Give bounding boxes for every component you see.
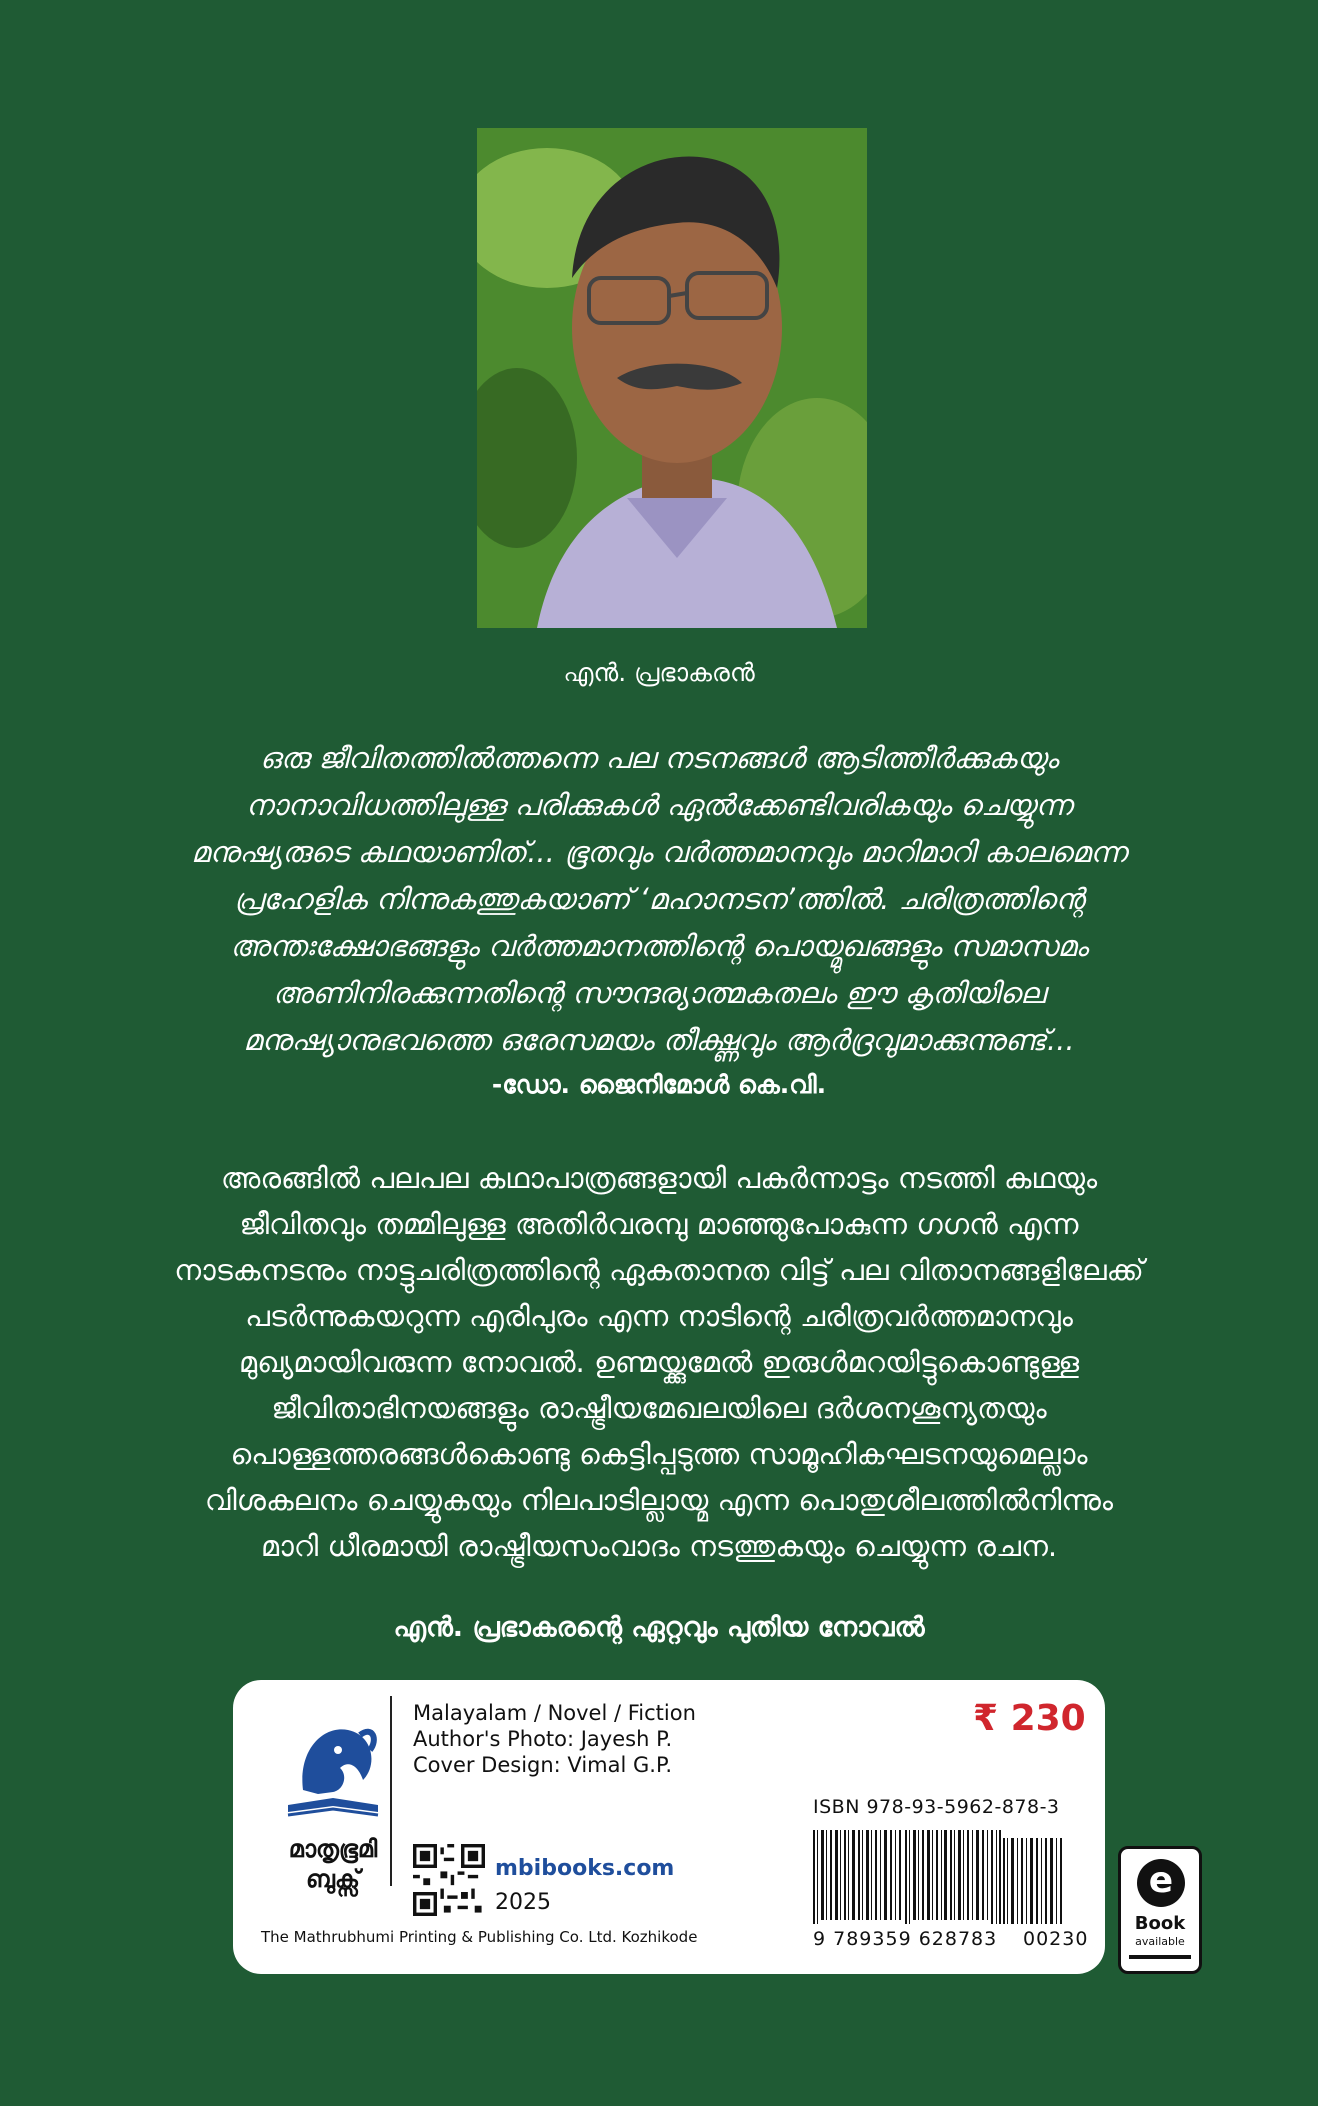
barcode-addon — [995, 1830, 1067, 1924]
price: ₹ 230 — [973, 1698, 1086, 1739]
ebook-bar — [1129, 1955, 1191, 1959]
blurb-line: പൊള്ളത്തരങ്ങൾകൊണ്ടു കെട്ടിപ്പടുത്ത സാമൂഹികഘടനയുമെല്ലാം — [230, 1437, 1088, 1471]
info-panel — [233, 1680, 1105, 1974]
blurb-line: പടർന്നുകയറുന്ന എരിപുരം എന്ന നാടിന്റെ ചരിത്രവർത്തമാനവും — [245, 1299, 1073, 1333]
quote-line: മനുഷ്യരുടെ കഥയാണിത്... ഭൂതവും വർത്തമാനവും മാറിമാറി കാലമെന്ന — [191, 835, 1127, 869]
publisher-logo-name — [263, 1834, 403, 1894]
isbn: ISBN 978-93-5962-878-3 — [813, 1796, 1060, 1818]
quote-line: മനുഷ്യാനുഭവത്തെ ഒരേസമയം തീക്ഷ്ണവും ആർദ്രവുമാക്കുന്നുണ്ട്... — [243, 1023, 1075, 1057]
quote-line: അന്തഃക്ഷോഭങ്ങളും വർത്തമാനത്തിന്റെ പൊയ്മുഖങ്ങളും സമാസമം — [230, 929, 1088, 963]
logo-name-line: മാതൃഭൂമി — [288, 1835, 378, 1863]
quote-attribution: -ഡോ. ജൈനിമോൾ കെ.വി. — [491, 1070, 827, 1099]
publisher-line: The Mathrubhumi Printing & Publishing Co. Ltd. Kozhikode — [261, 1928, 698, 1946]
publisher-logo — [263, 1710, 403, 1894]
website-link[interactable]: mbibooks.com — [495, 1856, 675, 1881]
blurb-line: ജീവിതവും തമ്മിലുള്ള അതിർവരമ്പു മാഞ്ഞുപോകുന്ന ഗഗൻ എന്ന — [239, 1207, 1079, 1241]
book-blurb — [150, 1155, 1168, 1569]
quote-line: ഒരു ജീവിതത്തിൽത്തന്നെ പല നടനങ്ങൾ ആടിത്തീർക്കുകയും — [259, 741, 1059, 775]
quote-line: അണിനിരക്കുന്നതിന്റെ സൗന്ദര്യാത്മകതലം ഈ കൃതിയിലെ — [272, 976, 1046, 1010]
qr-code — [413, 1844, 485, 1916]
review-quote — [170, 735, 1148, 1064]
ebook-label: Book — [1134, 1913, 1186, 1934]
blurb-line: മുഖ്യമായിവരുന്ന നോവൽ. ഉണ്മയ്ക്കുമേൽ ഇരുൾമറയിട്ടുകൊണ്ടുള്ള — [238, 1345, 1080, 1379]
barcode-number: 9 789359 628783 — [813, 1928, 998, 1950]
book-meta — [413, 1700, 696, 1778]
author-photo — [477, 128, 867, 628]
tagline: എൻ. പ്രഭാകരന്റെ ഏറ്റവും പുതിയ നോവൽ — [393, 1612, 925, 1643]
blurb-line: വിശകലനം ചെയ്യുകയും നിലപാടില്ലായ്മ എന്ന പൊതുശീലത്തിൽനിന്നും — [204, 1483, 1114, 1517]
genre: Malayalam / Novel / Fiction — [413, 1701, 696, 1725]
ebook-icon: e — [1137, 1859, 1185, 1907]
ebook-available-label: available — [1135, 1935, 1185, 1948]
elephant-book-icon — [278, 1710, 388, 1830]
ebook-badge — [1118, 1846, 1202, 1974]
blurb-line: ജീവിതാഭിനയങ്ങളും രാഷ്ട്രീയമേഖലയിലെ ദർശനശൂന്യതയും — [271, 1391, 1047, 1425]
quote-line: നാനാവിധത്തിലുള്ള പരിക്കുകൾ ഏൽക്കേണ്ടിവരികയും ചെയ്യുന്ന — [245, 788, 1073, 822]
barcode — [813, 1830, 1001, 1924]
blurb-line: മാറി ധീരമായി രാഷ്ട്രീയസംവാദം നടത്തുകയും ചെയ്യുന്ന രചന. — [260, 1529, 1058, 1563]
quote-line: പ്രഹേളിക നിന്നുകത്തുകയാണ് ‘മഹാനടന’ത്തിൽ. ചരിത്രത്തിന്റെ — [233, 882, 1085, 916]
blurb-line: അരങ്ങിൽ പലപല കഥാപാത്രങ്ങളായി പകർന്നാട്ടം നടത്തി കഥയും — [220, 1161, 1098, 1195]
photo-credit: Author's Photo: Jayesh P. — [413, 1727, 673, 1751]
author-caption: എൻ. പ്രഭാകരൻ — [563, 658, 755, 687]
barcode-addon-number: 00230 — [1023, 1928, 1089, 1950]
divider — [390, 1696, 392, 1886]
cover-design-credit: Cover Design: Vimal G.P. — [413, 1753, 673, 1777]
logo-name-line: ബുക്സ് — [306, 1865, 360, 1893]
publication-year: 2025 — [495, 1890, 551, 1915]
blurb-line: നാടകനടനും നാട്ടുചരിത്രത്തിന്റെ ഏകതാനത വിട്ട് പല വിതാനങ്ങളിലേക്ക് — [174, 1253, 1144, 1287]
